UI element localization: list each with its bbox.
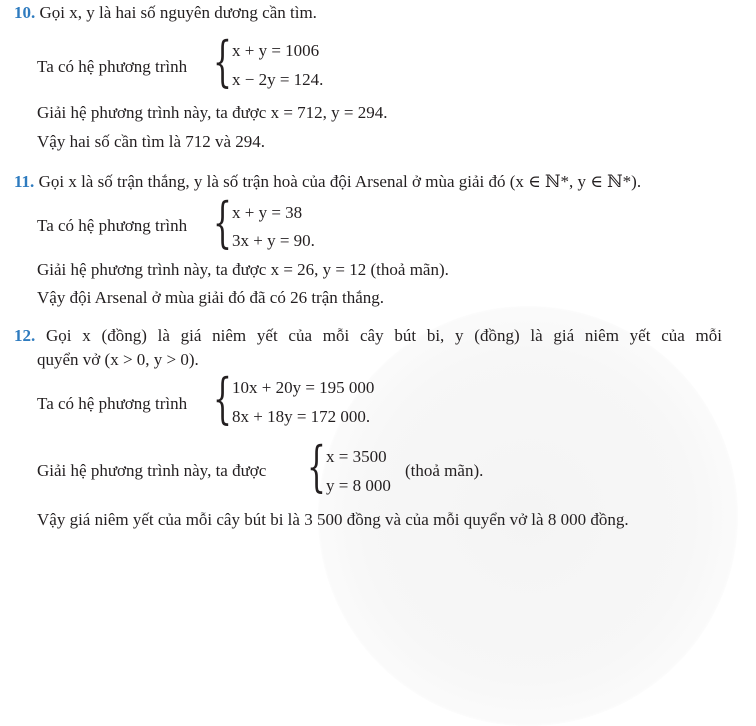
equation: 3x + y = 90. [232, 231, 315, 250]
solve-suffix: (thoả mãn). [405, 461, 484, 480]
solution-brace: { [307, 435, 326, 498]
conclusion: Vậy hai số cần tìm là 712 và 294. [37, 132, 266, 151]
solve-line: Giải hệ phương trình này, ta được x = 26, y = 12 (thoả mãn). [37, 260, 449, 279]
system-brace: { [213, 30, 232, 93]
system-label: Ta có hệ phương trình [37, 57, 188, 76]
equation: 8x + 18y = 172 000. [232, 407, 371, 426]
equation: 10x + 20y = 195 000 [232, 378, 375, 397]
system-brace: { [213, 191, 232, 254]
solve-prefix: Giải hệ phương trình này, ta được [37, 461, 267, 480]
conclusion: Vậy giá niêm yết của mỗi cây bút bi là 3 500 đồng và của mỗi quyển vở là 8 000 đồng. [37, 510, 629, 529]
conclusion: Vậy đội Arsenal ở mùa giải đó đã có 26 trận thắng. [37, 288, 385, 307]
solution-value: x = 3500 [326, 447, 387, 466]
problem-text-continued: quyển vở (x > 0, y > 0). [37, 350, 199, 369]
problem-text: Gọi x, y là hai số nguyên dương cần tìm. [39, 3, 317, 22]
system-label: Ta có hệ phương trình [37, 394, 188, 413]
problem-number: 12. [14, 326, 36, 345]
problem-number: 11. [14, 172, 35, 191]
equation: x − 2y = 124. [232, 70, 324, 89]
solve-line: Giải hệ phương trình này, ta được x = 712, y = 294. [37, 103, 388, 122]
problem-number: 10. [14, 3, 36, 22]
problem-12-intro [14, 326, 722, 346]
system-brace: { [213, 367, 232, 430]
solution-value: y = 8 000 [326, 476, 391, 495]
equation: x + y = 38 [232, 203, 303, 222]
problem-text: Gọi x (đồng) là giá niêm yết của mỗi cây bút bi, y (đồng) là giá niêm yết của mỗi [46, 326, 722, 345]
equation: x + y = 1006 [232, 41, 320, 60]
problem-11-intro [14, 172, 641, 192]
problem-text: Gọi x là số trận thắng, y là số trận hoà của đội Arsenal ở mùa giải đó (x ∈ ℕ*, y ∈ ℕ*). [38, 172, 642, 191]
system-label: Ta có hệ phương trình [37, 216, 188, 235]
problem-10-intro [14, 3, 317, 23]
